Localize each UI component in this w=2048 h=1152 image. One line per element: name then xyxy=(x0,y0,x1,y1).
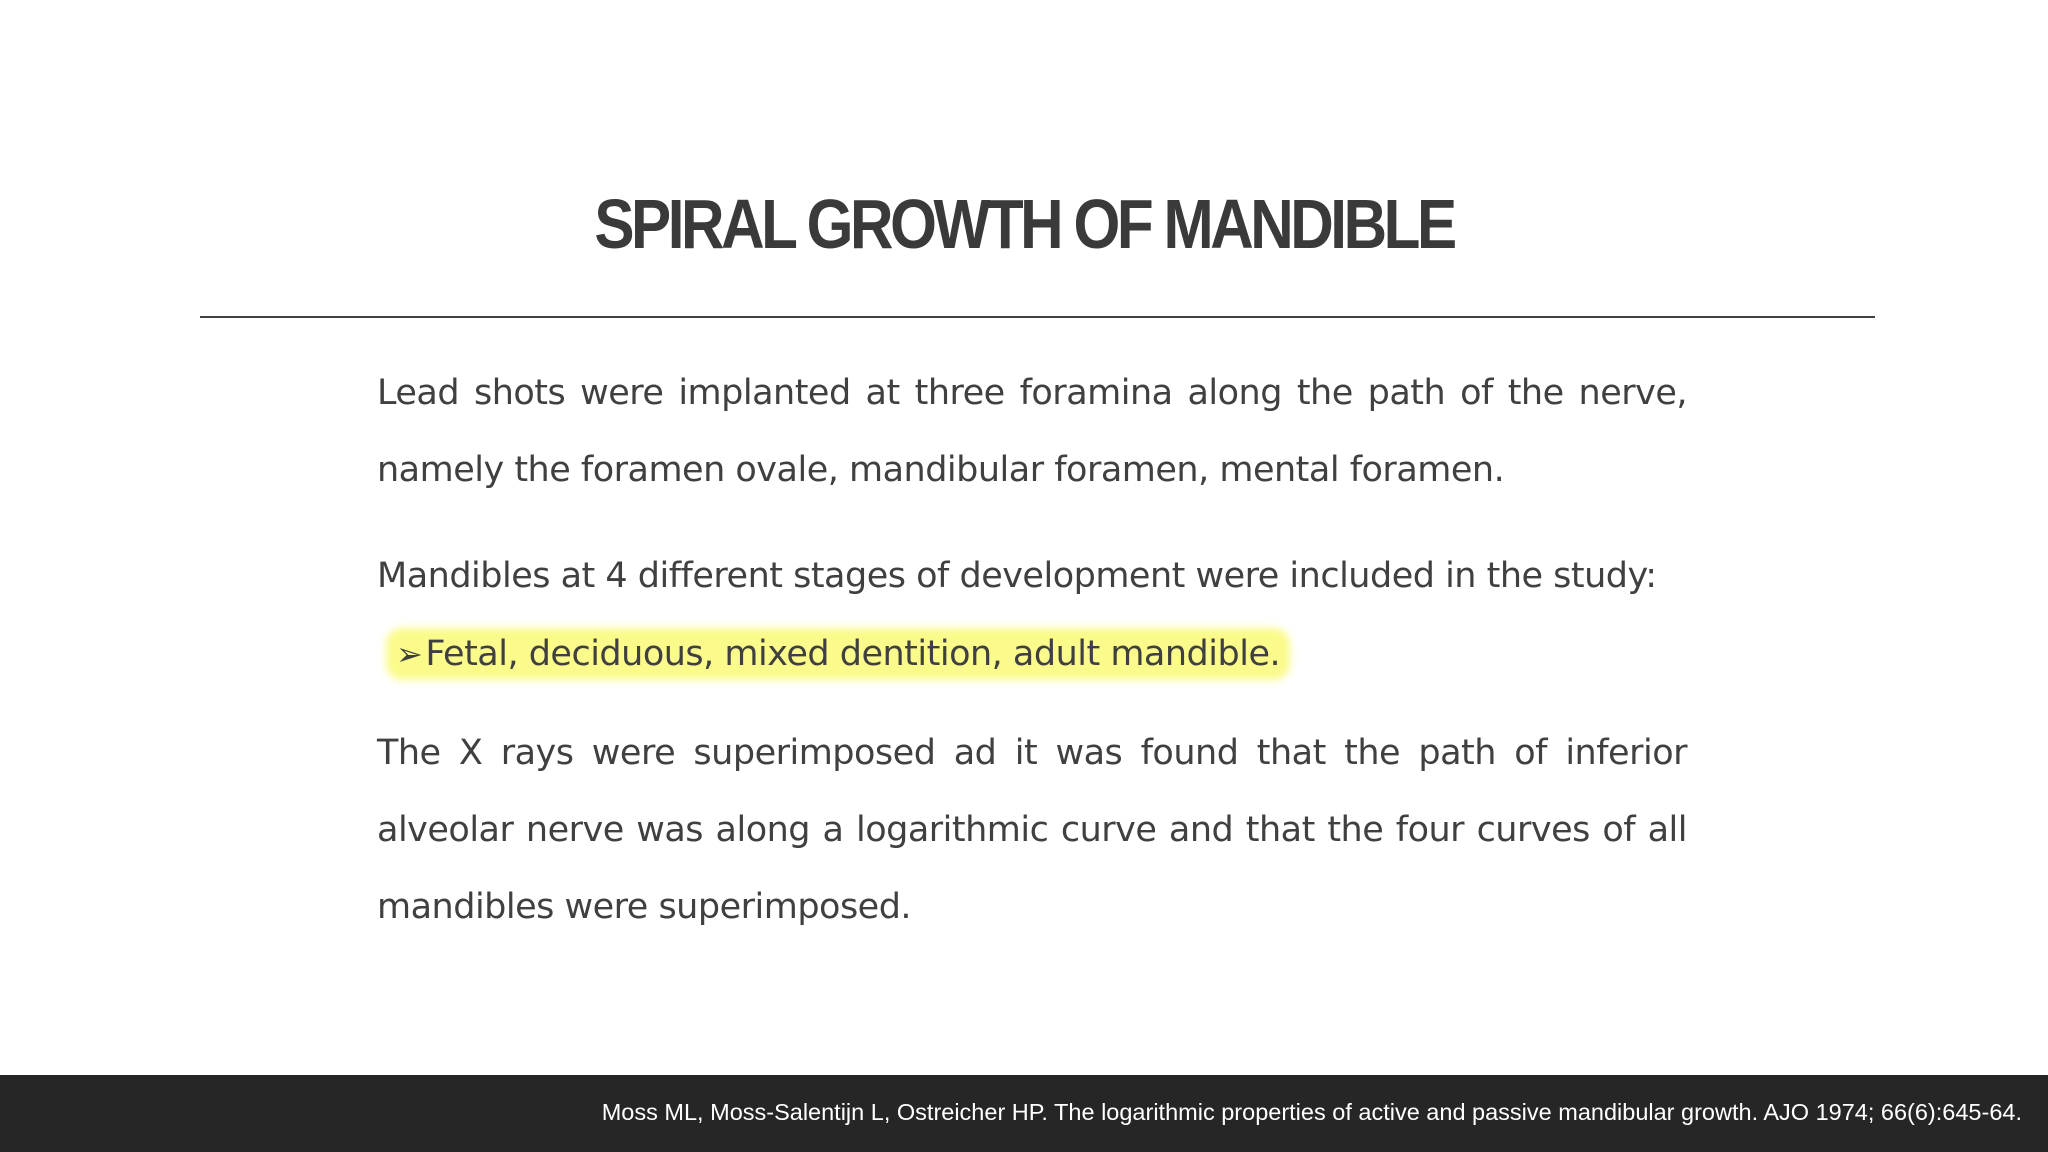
bullet-text: Fetal, deciduous, mixed dentition, adult mandible. xyxy=(425,634,1281,674)
title-divider xyxy=(200,316,1875,318)
arrowhead-bullet-icon: ➢ xyxy=(396,635,423,673)
paragraph-lead-shots: Lead shots were implanted at three foramina along the path of the nerve, namely the foramen ovale, mandibular foramen, mental foramen. xyxy=(377,373,1687,490)
bullet-item xyxy=(392,616,1687,693)
highlighted-bullet xyxy=(392,634,1284,674)
slide-body xyxy=(377,355,1687,946)
slide-title: SPIRAL GROWTH OF MANDIBLE xyxy=(594,185,1454,263)
citation-footer xyxy=(0,1075,2048,1152)
paragraph-xray-findings: The X rays were superimposed ad it was found that the path of inferior alveolar nerve was along a logarithmic curve and that the four curves of all mandibles were superimposed. xyxy=(377,733,1687,927)
citation-text: Moss ML, Moss-Salentijn L, Ostreicher HP. The logarithmic properties of active and passive mandibular growth. AJO 1974; 66(6):645-64. xyxy=(601,1099,2022,1125)
paragraph-mandible-stages: Mandibles at 4 different stages of development were included in the study: xyxy=(377,556,1657,596)
